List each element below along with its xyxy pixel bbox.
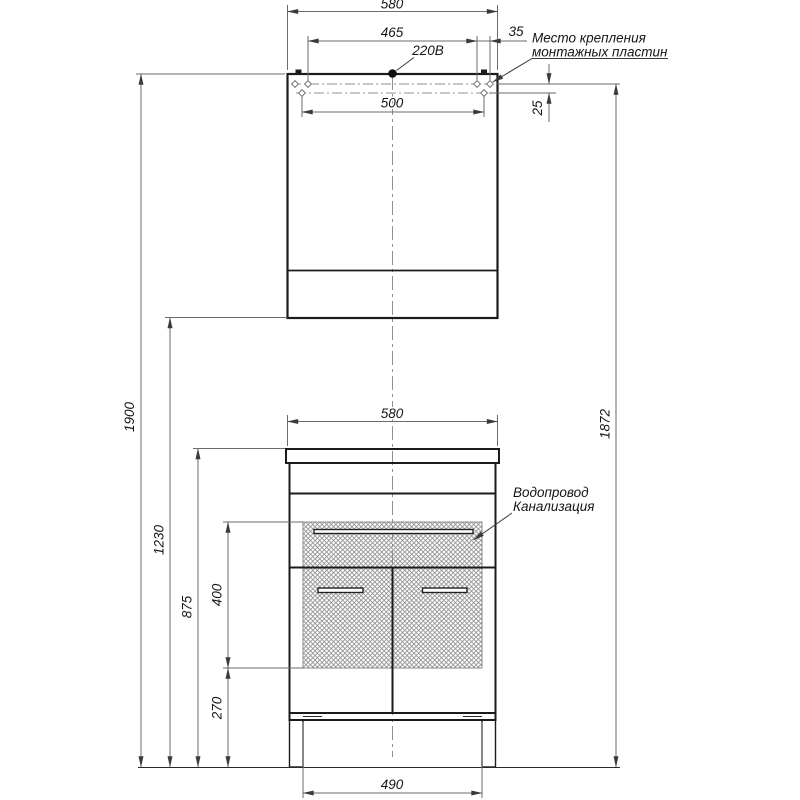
mounting-plate-mark-right [481, 70, 487, 75]
dim-label-mirror-width: 580 [380, 0, 404, 12]
dim-label-cabinet-width: 580 [380, 406, 404, 421]
power-point-label: 220В [412, 43, 444, 58]
dim-label-offset: 35 [508, 24, 524, 39]
power-leader-line [397, 58, 415, 71]
mounting-hole-mark [299, 90, 306, 97]
dim-label-leg-span: 490 [380, 777, 404, 792]
mounting-hole-mark [487, 81, 494, 88]
extension-lines [136, 5, 620, 798]
mounting-note-line2: монтажных пластин [532, 44, 668, 60]
mounting-hole-mark [474, 81, 481, 88]
mounting-note-leader [493, 59, 668, 83]
dim-label-hatch-bottom: 270 [209, 696, 225, 720]
mounting-note-line1: Место крепления [532, 30, 646, 46]
dim-label-hole-span: 500 [380, 95, 404, 111]
dim-label-hatch-height: 400 [209, 583, 225, 607]
dimension-lines [141, 12, 616, 794]
leg-left [290, 720, 304, 767]
plumbing-note-line1: Водопровод [513, 485, 589, 500]
mounting-hole-mark [305, 81, 312, 88]
dim-label-mount-height: 1872 [597, 408, 613, 440]
dim-label-cabinet-height: 875 [179, 595, 195, 619]
drawer-handle [314, 530, 473, 534]
dim-label-row-gap: 25 [530, 100, 545, 116]
dim-label-plate-span: 465 [380, 25, 404, 40]
power-point-dot [388, 69, 397, 78]
mounting-hole-mark [481, 90, 488, 97]
mounting-hole-mark [292, 81, 299, 88]
plumbing-note-line2: Канализация [513, 499, 595, 514]
mounting-plate-mark-left [296, 70, 302, 75]
door-handle-left [318, 588, 363, 593]
leg-right [482, 720, 496, 767]
dim-label-overall-height: 1900 [122, 401, 137, 433]
door-handle-right [423, 588, 468, 593]
dim-label-mirror-bottom-height: 1230 [151, 524, 167, 556]
